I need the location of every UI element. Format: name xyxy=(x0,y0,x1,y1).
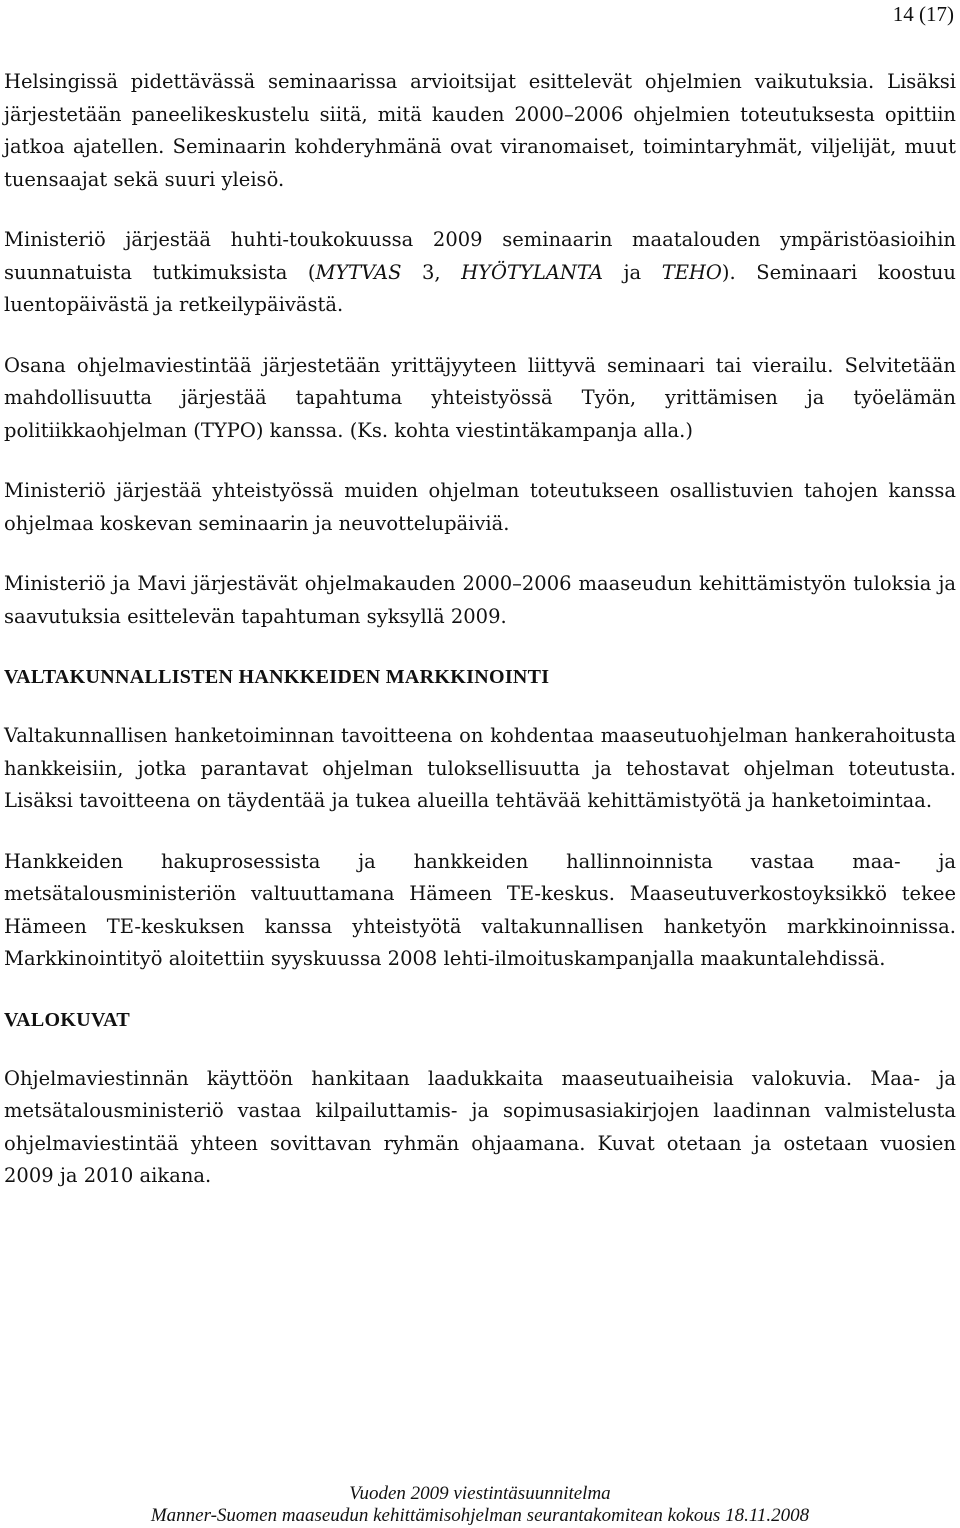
paragraph-project-administration: Hankkeiden hakuprosessista ja hankkeiden hallinnoinnista vastaa maa- ja metsätalousministeriön valtuuttamana Hämeen TE-keskus. Maaseutuverkostoyksikkö tekee Hämeen TE-keskuksen kanssa yhteistyötä valtakunnallisen hanketyön markkinoinnissa. Markkinointityö aloitettiin syyskuussa 2008 lehti-ilmoituskampanjalla maakuntalehdissä. xyxy=(4,849,956,970)
paragraph-results-event: Ministeriö ja Mavi järjestävät ohjelmakauden 2000–2006 maaseudun kehittämistyön tuloksia ja saavutuksia esittelevän tapahtuman syksyllä 2009. xyxy=(4,572,956,628)
paragraph-entrepreneurship: Osana ohjelmaviestintää järjestetään yrittäjyyteen liittyvä seminaari tai vierailu. Selvitetään mahdollisuutta järjestää tapahtuma yhteistyössä Työn, yrittämisen ja työelämän politiikkaohjelman (TYPO) kanssa. (Ks. kohta viestintäkampanja alla.) xyxy=(4,353,956,442)
paragraph-environment-seminar xyxy=(4,224,956,322)
project-name: HYÖTYLANTA xyxy=(461,260,603,284)
section-heading-photos: VALOKUVAT xyxy=(4,1008,131,1031)
document-body xyxy=(4,66,956,1224)
page-number: 14 (17) xyxy=(892,2,954,26)
section-heading-national-projects: VALTAKUNNALLISTEN HANKKEIDEN MARKKINOINTI xyxy=(4,666,550,688)
paragraph-text: ). Seminaari koostuu luentopäivästä ja retkeilypäivästä. xyxy=(4,260,956,316)
paragraph-photos: Ohjelmaviestinnän käyttöön hankitaan laadukkaita maaseutuaiheisia valokuvia. Maa- ja metsätalousministeriö vastaa kilpailuttamis- ja sopimusasiakirjojen laadinnan valmistelusta ohjelmaviestintää yhteen sovittavan ryhmän ohjaamana. Kuvat otetaan ja ostetaan vuosien 2009 ja 2010 aikana. xyxy=(4,1066,956,1187)
project-name: TEHO xyxy=(661,260,722,284)
paragraph-seminar-helsinki: Helsingissä pidettävässä seminaarissa arvioitsijat esittelevät ohjelmien vaikutuksia. Lisäksi järjestetään paneelikeskustelu siitä, mitä kauden 2000–2006 ohjelmien toteutuksesta opittiin jatkoa ajatellen. Seminaarin kohderyhmänä ovat viranomaiset, toimintaryhmät, viljelijät, muut tuensaajat sekä suuri yleisö. xyxy=(4,70,956,191)
footer-subtitle: Manner-Suomen maaseudun kehittämisohjelman seurantakomitean kokous 18.11.2008 xyxy=(150,1505,810,1526)
paragraph-national-projects-goal: Valtakunnallisen hanketoiminnan tavoitteena on kohdentaa maaseutuohjelman hankerahoitusta hankkeisiin, jotka parantavat ohjelman tuloksellisuutta ja tehostavat ohjelman toteutusta. Lisäksi tavoitteena on täydentää ja tukea alueilla tehtävää kehittämistyötä ja hanketoimintaa. xyxy=(4,724,956,812)
paragraph-text: ja xyxy=(603,260,662,284)
paragraph-text: Ministeriö järjestää huhti-toukokuussa 2009 seminaarin maatalouden ympäristöasioihin suunnatuista tutkimuksista ( xyxy=(4,228,956,284)
paragraph-cooperation-seminar: Ministeriö järjestää yhteistyössä muiden ohjelman toteutukseen osallistuvien tahojen kanssa ohjelmaa koskevan seminaarin ja neuvottelupäiviä. xyxy=(4,479,956,535)
footer-title: Vuoden 2009 viestintäsuunnitelma xyxy=(349,1483,611,1504)
project-name: MYTVAS xyxy=(315,260,402,284)
paragraph-text: 3, xyxy=(401,260,462,284)
